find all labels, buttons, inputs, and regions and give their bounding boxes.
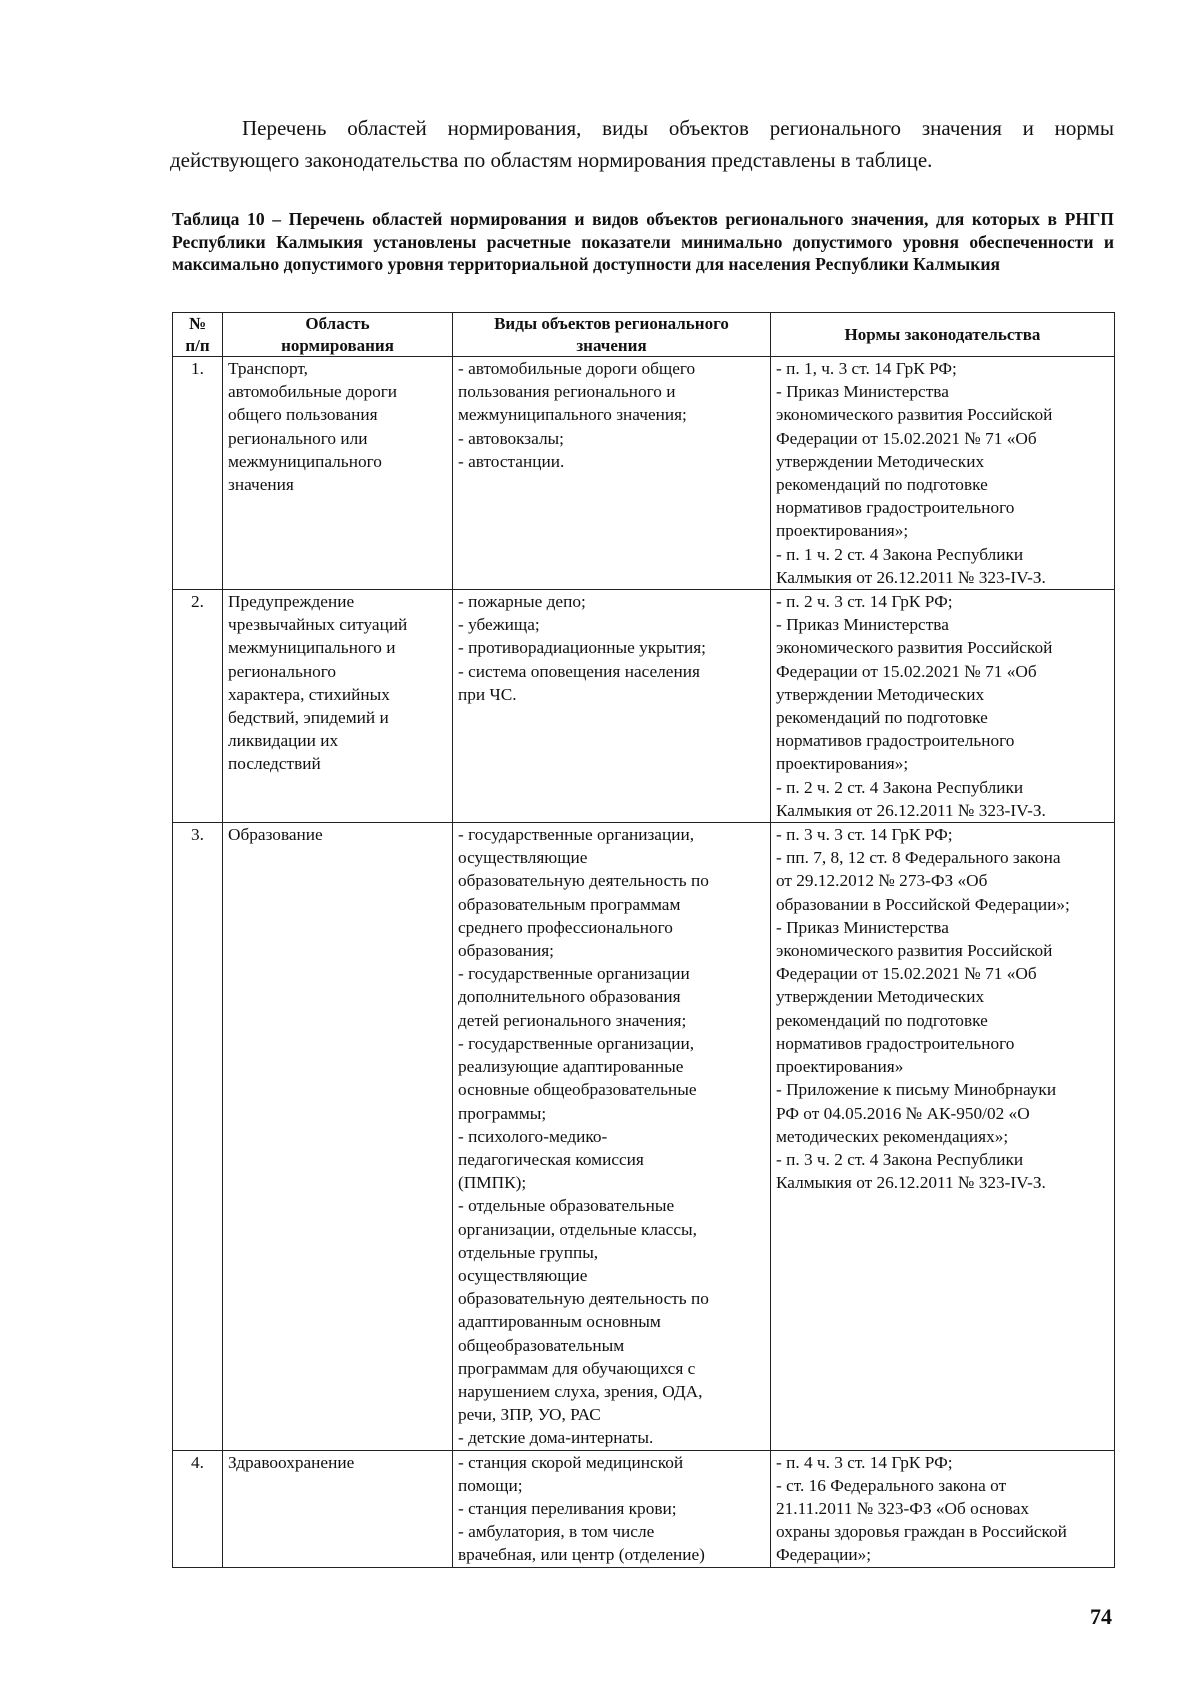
cell-line: - амбулатория, в том числе: [458, 1522, 655, 1542]
cell-line: нормативов градостроительного: [776, 498, 1015, 518]
cell-line: образовательную деятельность по: [458, 871, 709, 891]
cell-line: - отдельные образовательные: [458, 1196, 675, 1216]
cell-line: - пожарные депо;: [458, 592, 586, 612]
cell-line: чрезвычайных ситуаций: [228, 615, 408, 635]
cell-line: рекомендаций по подготовке: [776, 1010, 988, 1030]
cell-line: утверждении Методических: [776, 451, 985, 471]
cell-line: помощи;: [458, 1475, 523, 1495]
intro-line-1: Перечень областей нормирования, виды объектов регионального значения и нормы: [242, 116, 1114, 140]
cell-line: осуществляющие: [458, 848, 588, 868]
row-norms: [771, 590, 1115, 823]
cell-line: Транспорт,: [228, 359, 309, 378]
intro-line-2: действующего законодательства по областям нормирования представлены в таблице.: [170, 148, 933, 172]
cell-line: (ПМПК);: [458, 1173, 527, 1193]
cell-line: реализующие адаптированные: [458, 1057, 684, 1077]
cell-line: от 29.12.2012 № 273-ФЗ «Об: [776, 871, 988, 891]
row-objects: [453, 357, 771, 590]
cell-line: - ст. 16 Федерального закона от: [776, 1475, 1007, 1495]
cell-line: программам для обучающихся с: [458, 1358, 696, 1378]
cell-line: адаптированным основным: [458, 1312, 661, 1332]
cell-line: нормирования: [281, 335, 394, 355]
cell-line: ликвидации их: [228, 731, 339, 751]
cell-line: образовании в Российской Федерации»;: [776, 894, 1070, 914]
cell-line: - система оповещения населения: [458, 661, 700, 681]
row-num: 2.: [173, 590, 223, 823]
cell-line: Федерации от 15.02.2021 № 71 «Об: [776, 428, 1037, 448]
cell-line: - автостанции.: [458, 451, 565, 471]
cell-line: Нормы законодательства: [844, 324, 1041, 344]
cell-line: характера, стихийных: [228, 684, 390, 704]
row-objects: [453, 1450, 771, 1567]
cell-line: рекомендаций по подготовке: [776, 708, 988, 728]
intro-paragraph: [170, 112, 1114, 176]
row-num: 3.: [173, 823, 223, 1450]
cell-line: последствий: [228, 754, 321, 774]
cell-line: врачебная, или центр (отделение): [458, 1545, 705, 1565]
cell-line: образовательным программам: [458, 894, 681, 914]
cell-line: - психолого-медико-: [458, 1126, 608, 1146]
row-area: [223, 357, 453, 590]
cell-line: Калмыкия от 26.12.2011 № 323-IV-З.: [776, 567, 1046, 587]
header-objects: [453, 313, 771, 357]
cell-line: автомобильные дороги: [228, 382, 398, 402]
cell-line: - автовокзалы;: [458, 428, 564, 448]
cell-line: нормативов градостроительного: [776, 1033, 1015, 1053]
cell-line: бедствий, эпидемий и: [228, 708, 389, 728]
cell-line: общеобразовательным: [458, 1335, 625, 1355]
cell-line: - Приказ Министерства: [776, 917, 949, 937]
cell-line: детей регионального значения;: [458, 1010, 687, 1030]
cell-line: программы;: [458, 1103, 547, 1123]
cell-line: проектирования»;: [776, 754, 909, 774]
cell-line: нарушением слуха, зрения, ОДА,: [458, 1381, 703, 1401]
cell-line: межмуниципального значения;: [458, 405, 687, 425]
cell-line: дополнительного образования: [458, 987, 681, 1007]
cell-line: общего пользования: [228, 405, 378, 425]
cell-line: Предупреждение: [228, 592, 355, 612]
cell-line: - п. 4 ч. 3 ст. 14 ГрК РФ;: [776, 1452, 953, 1472]
cell-line: - п. 1 ч. 2 ст. 4 Закона Республики: [776, 544, 1024, 564]
cell-line: педагогическая комиссия: [458, 1149, 644, 1169]
cell-line: - детские дома-интернаты.: [458, 1428, 654, 1448]
cell-line: регионального или: [228, 428, 368, 448]
cell-line: №: [188, 314, 207, 333]
cell-line: проектирования»: [776, 1057, 904, 1077]
row-num: 4.: [173, 1450, 223, 1567]
table-row: [173, 823, 1115, 1450]
cell-line: - автомобильные дороги общего: [458, 359, 696, 378]
cell-line: образования;: [458, 941, 554, 961]
cell-line: - Приказ Министерства: [776, 382, 949, 402]
cell-line: Калмыкия от 26.12.2011 № 323-IV-З.: [776, 800, 1046, 820]
cell-line: осуществляющие: [458, 1265, 588, 1285]
cell-line: - Приложение к письму Минобрнауки: [776, 1080, 1057, 1100]
cell-line: утверждении Методических: [776, 684, 985, 704]
cell-line: Федерации»;: [776, 1545, 872, 1565]
cell-line: охраны здоровья граждан в Российской: [776, 1522, 1067, 1542]
cell-line: - государственные организации,: [458, 1033, 695, 1053]
cell-line: - противорадиационные укрытия;: [458, 638, 706, 658]
cell-line: значения: [576, 335, 647, 355]
cell-line: Виды объектов регионального: [494, 314, 729, 333]
cell-line: 21.11.2011 № 323-ФЗ «Об основах: [776, 1498, 1030, 1518]
row-area: [223, 1450, 453, 1567]
cell-line: отдельные группы,: [458, 1242, 599, 1262]
cell-line: среднего профессионального: [458, 917, 673, 937]
cell-line: - государственные организации,: [458, 825, 695, 845]
table-row: [173, 590, 1115, 823]
cell-line: - станция скорой медицинской: [458, 1452, 684, 1472]
cell-line: - пп. 7, 8, 12 ст. 8 Федерального закона: [776, 848, 1061, 868]
cell-line: - п. 3 ч. 3 ст. 14 ГрК РФ;: [776, 825, 953, 845]
cell-line: межмуниципального: [228, 451, 382, 471]
cell-line: межмуниципального и: [228, 638, 396, 658]
row-objects: [453, 823, 771, 1450]
cell-line: методических рекомендациях»;: [776, 1126, 1009, 1146]
cell-line: регионального: [228, 661, 337, 681]
table-header-row: [173, 313, 1115, 357]
cell-line: организации, отдельные классы,: [458, 1219, 697, 1239]
cell-line: при ЧС.: [458, 684, 517, 704]
table-caption: Таблица 10 – Перечень областей нормирования и видов объектов регионального значения, для которых в РНГП Республики Калмыкия установлены расчетные показатели минимально допустимого уровня обеспеченности и максимально допустимого уровня территориальной доступности для населения Республики Калмыкия: [172, 209, 1114, 274]
cell-line: - убежища;: [458, 615, 540, 635]
cell-line: - Приказ Министерства: [776, 615, 949, 635]
cell-line: речи, ЗПР, УО, РАС: [458, 1405, 601, 1425]
cell-line: нормативов градостроительного: [776, 731, 1015, 751]
header-area: [223, 313, 453, 357]
cell-line: экономического развития Российской: [776, 638, 1053, 658]
row-norms: [771, 823, 1115, 1450]
cell-line: РФ от 04.05.2016 № АК-950/02 «О: [776, 1103, 1030, 1123]
cell-line: п/п: [185, 335, 210, 355]
cell-line: Федерации от 15.02.2021 № 71 «Об: [776, 964, 1037, 984]
cell-line: Калмыкия от 26.12.2011 № 323-IV-З.: [776, 1173, 1046, 1193]
cell-line: значения: [228, 475, 294, 495]
cell-line: - п. 2 ч. 2 ст. 4 Закона Республики: [776, 777, 1024, 797]
cell-line: - п. 2 ч. 3 ст. 14 ГрК РФ;: [776, 592, 953, 612]
cell-line: основные общеобразовательные: [458, 1080, 697, 1100]
row-num: 1.: [173, 357, 223, 590]
cell-line: проектирования»;: [776, 521, 909, 541]
cell-line: Здравоохранение: [228, 1452, 355, 1472]
table-row: [173, 1450, 1115, 1567]
cell-line: - п. 3 ч. 2 ст. 4 Закона Республики: [776, 1149, 1024, 1169]
cell-line: - государственные организации: [458, 964, 690, 984]
row-area: [223, 590, 453, 823]
cell-line: экономического развития Российской: [776, 941, 1053, 961]
cell-line: Область: [305, 314, 370, 333]
cell-line: утверждении Методических: [776, 987, 985, 1007]
row-objects: [453, 590, 771, 823]
cell-line: - п. 1, ч. 3 ст. 14 ГрК РФ;: [776, 359, 957, 378]
cell-line: Федерации от 15.02.2021 № 71 «Об: [776, 661, 1037, 681]
cell-line: рекомендаций по подготовке: [776, 475, 988, 495]
header-num: [173, 313, 223, 357]
cell-line: образовательную деятельность по: [458, 1289, 709, 1309]
header-norms: [771, 313, 1115, 357]
row-norms: [771, 1450, 1115, 1567]
cell-line: пользования регионального и: [458, 382, 676, 402]
norms-table: [172, 312, 1115, 1568]
row-area: [223, 823, 453, 1450]
row-norms: [771, 357, 1115, 590]
cell-line: Образование: [228, 825, 323, 845]
cell-line: экономического развития Российской: [776, 405, 1053, 425]
cell-line: - станция переливания крови;: [458, 1498, 677, 1518]
table-row: [173, 357, 1115, 590]
page-number: 74: [1090, 1604, 1112, 1629]
